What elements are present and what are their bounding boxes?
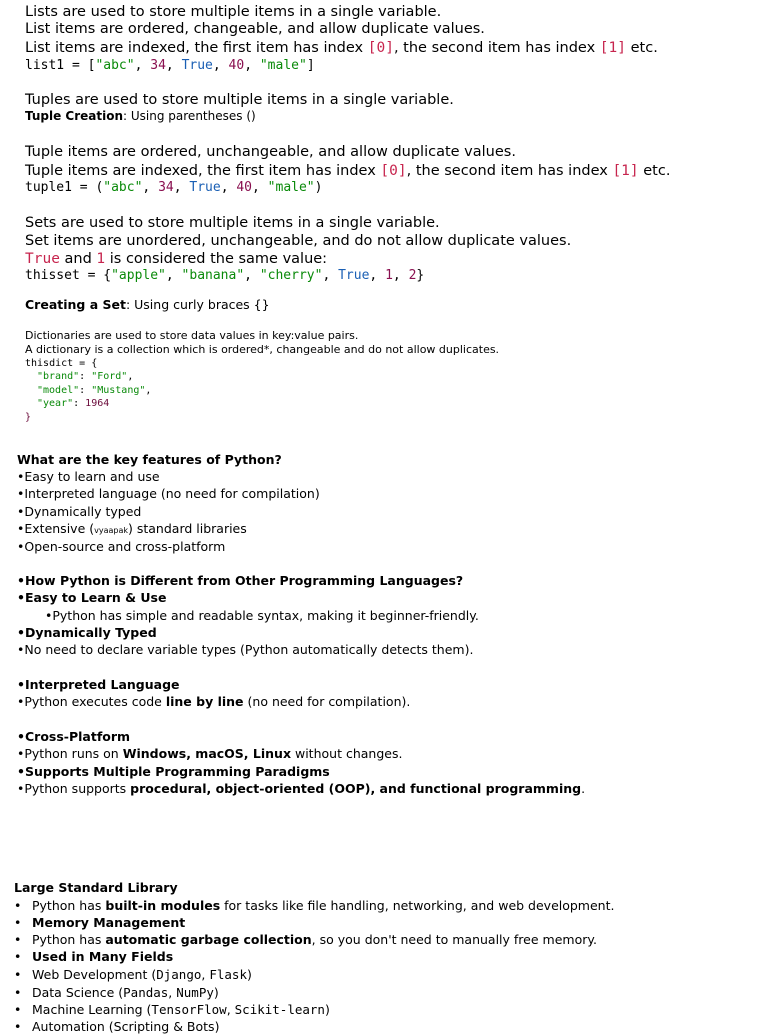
lists-line-2: List items are ordered, changeable, and allow duplicate values. <box>25 21 485 37</box>
library-bullet: • <box>14 985 22 1000</box>
features-item-extensive: •Extensive (vyaapak) standard libraries <box>17 521 247 536</box>
library-bullet: • <box>14 949 22 964</box>
features-item: •Dynamically typed <box>17 504 142 519</box>
library-item: Data Science (Pandas, NumPy) <box>32 985 219 1000</box>
tuples-line-1: Tuples are used to store multiple items in a single variable. <box>25 92 454 108</box>
library-item: Machine Learning (TensorFlow, Scikit-learn) <box>32 1002 330 1017</box>
different-interpreted: •Interpreted Language <box>17 677 180 692</box>
different-cross: •Cross-Platform <box>17 729 131 744</box>
library-bullet: • <box>14 1019 22 1034</box>
library-item: Python has built-in modules for tasks like file handling, networking, and web development. <box>32 898 615 913</box>
library-bullet: • <box>14 967 22 982</box>
different-dynamic: •Dynamically Typed <box>17 625 157 640</box>
sets-line-2: Set items are unordered, unchangeable, and do not allow duplicate values. <box>25 233 572 249</box>
library-item: Web Development (Django, Flask) <box>32 967 252 982</box>
dict-code-open: thisdict = { <box>25 358 98 369</box>
dict-code-close: } <box>25 412 32 423</box>
library-heading: Large Standard Library <box>14 880 178 895</box>
list-code: list1 = ["abc", 34, True, 40, "male"] <box>25 58 315 73</box>
library-item: Used in Many Fields <box>32 949 174 964</box>
set-code: thisset = {"apple", "banana", "cherry", True, 1, 2} <box>25 268 425 283</box>
features-item: •Open-source and cross-platform <box>17 539 226 554</box>
library-item: Automation (Scripting & Bots) <box>32 1019 220 1034</box>
creating-set: Creating a Set: Using curly braces {} <box>25 297 270 312</box>
different-easy-sub: •Python has simple and readable syntax, making it beginner-friendly. <box>45 608 479 623</box>
dict-code-brand: "brand": "Ford", <box>37 371 134 382</box>
library-bullet: • <box>14 932 22 947</box>
tuples-line-2: Tuple items are ordered, unchangeable, and allow duplicate values. <box>25 144 516 160</box>
features-item: •Interpreted language (no need for compilation) <box>17 486 320 501</box>
different-paradigms-sub: •Python supports procedural, object-oriented (OOP), and functional programming. <box>17 781 586 796</box>
dicts-line-1: Dictionaries are used to store data values in key:value pairs. <box>25 329 359 342</box>
lists-line-3: List items are indexed, the first item has index [0], the second item has index [1] etc. <box>25 40 658 56</box>
different-dynamic-sub: •No need to declare variable types (Python automatically detects them). <box>17 642 474 657</box>
lists-line-1: Lists are used to store multiple items in a single variable. <box>25 4 442 20</box>
sets-line-1: Sets are used to store multiple items in a single variable. <box>25 215 440 231</box>
features-heading: What are the key features of Python? <box>17 452 282 467</box>
features-item: •Easy to learn and use <box>17 469 160 484</box>
dicts-line-2: A dictionary is a collection which is ordered*, changeable and do not allow duplicates. <box>25 343 500 356</box>
different-heading: •How Python is Different from Other Programming Languages? <box>17 573 464 588</box>
library-item: Python has automatic garbage collection, so you don't need to manually free memory. <box>32 932 597 947</box>
tuples-line-3: Tuple items are indexed, the first item has index [0], the second item has index [1] etc. <box>25 163 671 179</box>
different-interpreted-sub: •Python executes code line by line (no need for compilation). <box>17 694 411 709</box>
library-bullet: • <box>14 898 22 913</box>
dict-code-model: "model": "Mustang", <box>37 385 152 396</box>
different-cross-sub: •Python runs on Windows, macOS, Linux without changes. <box>17 746 403 761</box>
library-bullet: • <box>14 915 22 930</box>
tuple-creation: Tuple Creation: Using parentheses () <box>25 109 256 123</box>
different-paradigms: •Supports Multiple Programming Paradigms <box>17 764 330 779</box>
library-item: Memory Management <box>32 915 186 930</box>
library-bullet: • <box>14 1002 22 1017</box>
different-easy: •Easy to Learn & Use <box>17 590 167 605</box>
dict-code-year: "year": 1964 <box>37 398 110 409</box>
sets-line-3: True and 1 is considered the same value: <box>25 251 328 267</box>
tuple-code: tuple1 = ("abc", 34, True, 40, "male") <box>25 180 323 195</box>
